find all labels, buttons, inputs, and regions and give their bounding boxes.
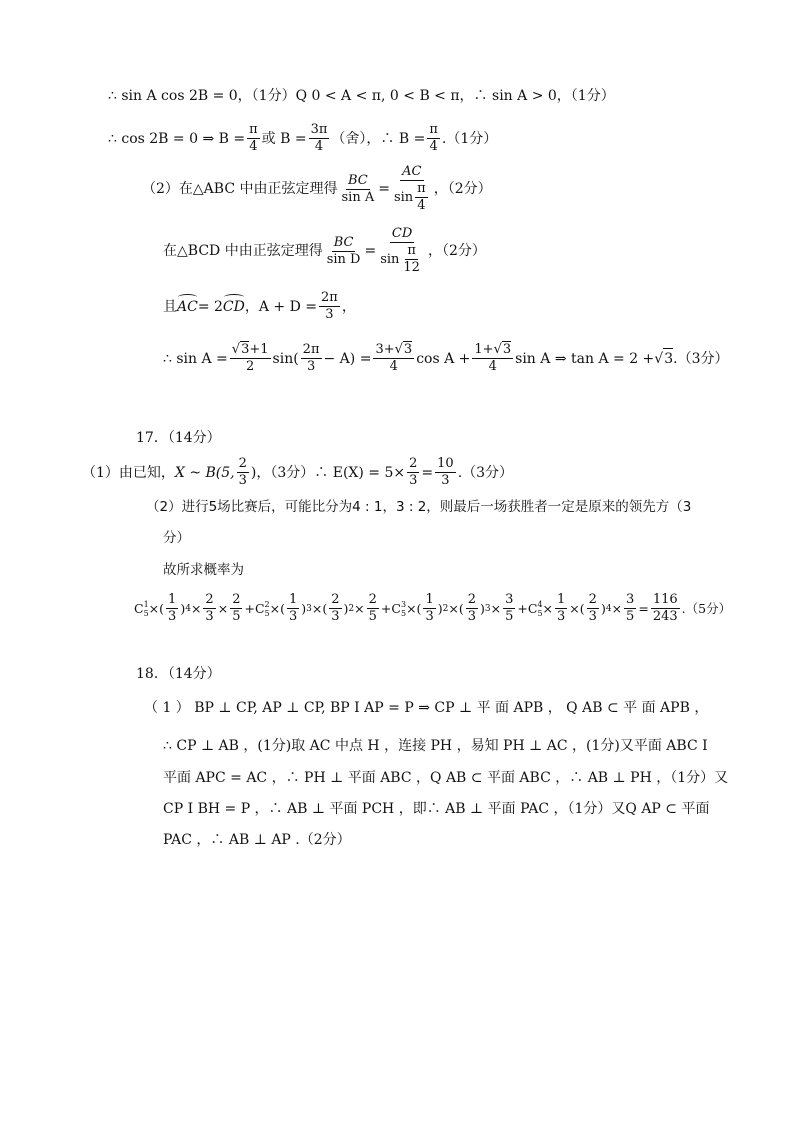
fraction <box>230 342 271 375</box>
text-segment: 且 <box>163 298 177 315</box>
numerator: 2 <box>368 592 377 607</box>
question-17-heading <box>136 428 221 448</box>
comb-c4 <box>528 599 543 619</box>
op: × <box>490 600 502 616</box>
denominator: 3 <box>467 609 476 624</box>
fraction <box>166 592 178 625</box>
op: ×( <box>269 600 285 616</box>
denominator: 5 <box>368 609 377 624</box>
text-segment: ，A + D = <box>244 298 318 315</box>
denominator: 3 <box>588 609 597 624</box>
numerator: 1 <box>288 592 298 607</box>
fraction <box>392 164 432 214</box>
denominator: 2 <box>246 359 255 374</box>
fraction <box>407 456 419 489</box>
solution-line-2 <box>108 122 497 155</box>
op: × <box>611 600 623 616</box>
numerator: BC <box>333 234 354 250</box>
denominator: 3 <box>331 609 340 624</box>
numerator: π <box>417 181 426 196</box>
op: ) <box>437 600 443 616</box>
exponent: 2 <box>348 603 355 614</box>
op: ×( <box>148 600 165 616</box>
fraction <box>319 290 340 323</box>
fraction <box>247 122 260 155</box>
text-segment: = <box>421 464 434 481</box>
numerator: 10 <box>437 456 454 471</box>
solution-line-15 <box>163 736 708 756</box>
op: + <box>380 600 392 616</box>
line-text: PAC ，∴ AB ⊥ AP .（2分） <box>163 832 351 848</box>
solution-line-3 <box>142 164 492 214</box>
text-segment: .（3分） <box>673 350 729 367</box>
comb-letter: C <box>254 600 265 616</box>
numerator: π <box>429 122 438 137</box>
fraction <box>555 592 567 625</box>
solution-line-10 <box>163 528 190 548</box>
numerator: π <box>249 122 258 137</box>
numerator: 1 <box>425 592 434 607</box>
fraction <box>329 592 341 625</box>
numerator: 1+√3 <box>474 342 512 357</box>
denominator: 3 <box>288 609 298 624</box>
fraction <box>340 173 377 206</box>
fraction <box>203 592 215 625</box>
text-segment: （2）在△ABC 中由正弦定理得 <box>142 181 338 197</box>
line-text: ∴ sin A cos 2B = 0，（1分）Q 0 < A < π, 0 < B < π，∴ sin A > 0，（1分） <box>108 88 615 104</box>
solution-line-1 <box>108 86 615 106</box>
denominator: 3 <box>325 307 334 322</box>
fraction <box>367 592 379 625</box>
line-text: （2）进行5场比赛后，可能比分为4 : 1，3 : 2，则最后一场获胜者一定是原来的领先方（3 <box>146 499 692 515</box>
denominator: 3 <box>306 359 316 374</box>
fraction <box>466 592 478 625</box>
line-text: （ 1 ） BP ⊥ CP, AP ⊥ CP, BP I AP = P ⇒ CP ⊥ 平 面 APB ， Q AB ⊂ 平 面 APB ， <box>144 700 709 716</box>
fraction <box>325 235 363 268</box>
line-text: 平面 APC = AC ，∴ PH ⊥ 平面 ABC ，Q AB ⊂ 平面 ABC ，∴ AB ⊥ PH ，（1分）又 <box>163 770 729 786</box>
text-segment: )，（3分）∴ E(X) = 5× <box>250 464 406 481</box>
denominator: 3 <box>168 609 177 624</box>
denominator: 4 <box>488 359 497 374</box>
inner-fraction <box>415 181 428 214</box>
comb-sup: 4 <box>537 600 543 609</box>
sqrt-symbol: √ <box>654 350 664 367</box>
denominator: 3 <box>238 473 247 488</box>
text-segment: （1）由已知， <box>82 464 175 481</box>
text-segment: sin( <box>272 350 299 367</box>
op: × <box>354 600 365 616</box>
numerator: 3 <box>626 592 635 607</box>
denominator: 3 <box>425 609 434 624</box>
denominator: sin D <box>326 251 361 267</box>
numerator: 3 <box>505 592 514 607</box>
numerator: 1 <box>168 592 177 607</box>
inner-fraction <box>401 243 422 276</box>
numerator-tail: +1 <box>249 342 269 357</box>
text-segment: ，（2分） <box>427 243 486 259</box>
numerator: 2π <box>302 342 320 357</box>
numerator: CD <box>391 226 413 241</box>
text-segment: ∴ cos 2B = 0 ⇒ B = <box>108 130 246 147</box>
denominator: 5 <box>505 609 514 624</box>
denominator <box>378 243 426 276</box>
numerator: AC <box>402 164 422 179</box>
fraction <box>423 592 435 625</box>
sqrt-radicand: 3 <box>502 342 512 357</box>
fraction <box>472 342 513 375</box>
text-segment: .（1分） <box>441 130 498 147</box>
text-segment: .（3分） <box>457 464 514 481</box>
numerator: 2 <box>232 592 241 607</box>
solution-line-16 <box>163 768 728 788</box>
op: ) <box>301 600 307 616</box>
solution-line-18 <box>163 830 351 850</box>
fraction <box>651 592 680 625</box>
solution-line-4 <box>163 226 486 276</box>
fraction <box>435 456 456 489</box>
denominator: 3 <box>409 473 418 488</box>
sin-label: sin <box>380 251 400 267</box>
denominator: 3 <box>205 609 214 624</box>
fraction <box>230 592 242 625</box>
numerator-head: 1+ <box>474 342 494 357</box>
fraction <box>378 226 426 276</box>
solution-line-17 <box>163 799 709 819</box>
text-segment: cos A + <box>416 350 471 367</box>
heading-text: 17．（14分） <box>136 430 221 446</box>
fraction <box>587 592 599 625</box>
denominator: 4 <box>389 359 398 374</box>
denominator <box>392 181 432 214</box>
op: + <box>517 600 528 616</box>
op: ) <box>343 600 349 616</box>
comb-c1 <box>134 599 149 619</box>
equals-sign: = <box>378 181 390 197</box>
comb-c2 <box>255 599 270 619</box>
exponent: 4 <box>185 603 191 614</box>
equals-sign: = <box>364 243 377 259</box>
comb-sub: 5 <box>400 609 407 618</box>
op: × <box>217 600 229 616</box>
denominator: 4 <box>417 198 426 213</box>
denominator: 3 <box>557 609 566 624</box>
sqrt-radicand: 3 <box>241 342 250 357</box>
op: ×( <box>406 600 422 616</box>
denominator: sin A <box>341 189 375 205</box>
numerator: 2 <box>467 592 476 607</box>
op: ×( <box>569 600 585 616</box>
exponent: 3 <box>306 603 312 614</box>
op: ) <box>180 600 186 616</box>
text-segment: .（5分） <box>681 600 732 616</box>
comb-sup: 3 <box>400 600 407 609</box>
fraction <box>301 342 322 375</box>
arc-cd: CD <box>222 298 245 315</box>
numerator-head: 3+ <box>375 342 395 357</box>
denominator: 5 <box>232 609 241 624</box>
exponent: 3 <box>484 603 491 614</box>
comb-sub: 5 <box>537 609 543 618</box>
sqrt-radicand: 3 <box>403 342 413 357</box>
op: ×( <box>311 600 328 616</box>
text-segment: 或 B = <box>261 130 307 147</box>
comb-letter: C <box>527 600 538 616</box>
solution-line-14 <box>144 698 708 718</box>
denominator: 5 <box>626 609 635 624</box>
text-segment: （舍），∴ B = <box>331 130 426 147</box>
solution-line-6 <box>163 342 728 375</box>
line-text: 故所求概率为 <box>163 562 244 578</box>
comb-sup: 1 <box>143 600 149 609</box>
comb-sub: 5 <box>143 609 149 618</box>
denominator: 4 <box>429 139 438 154</box>
arc-ac: AC <box>177 298 198 315</box>
text-segment: X ~ B(5, <box>174 464 235 481</box>
sqrt-radicand: 3 <box>663 348 673 369</box>
numerator: 3π <box>310 122 328 137</box>
numerator: 2 <box>588 592 597 607</box>
op: ) <box>600 600 606 616</box>
comb-letter: C <box>134 600 144 616</box>
line-text: CP I BH = P ，∴ AB ⊥ 平面 PCH ，即∴ AB ⊥ 平面 PAC ，（1分）又Q AP ⊂ 平面 <box>163 801 710 817</box>
numerator: 2 <box>238 456 247 471</box>
exponent: 4 <box>605 603 612 614</box>
fraction <box>287 592 299 625</box>
fraction <box>624 592 636 625</box>
exponent: 2 <box>442 603 449 614</box>
solution-line-8 <box>82 456 513 489</box>
fraction <box>237 456 249 489</box>
op: × <box>542 600 554 616</box>
numerator: π <box>407 243 416 258</box>
numerator: 1 <box>557 592 566 607</box>
numerator: 2 <box>331 592 340 607</box>
comb-c3 <box>391 599 406 619</box>
numerator: 2 <box>409 456 418 471</box>
fraction <box>503 592 515 625</box>
comb-sub: 5 <box>264 609 270 618</box>
text-segment: ∴ sin A = <box>163 350 228 367</box>
line-text: ∴ CP ⊥ AB ，(1分)取 AC 中点 H ，连接 PH ，易知 PH ⊥ AC ，(1分)又平面 ABC I <box>163 738 708 754</box>
op: = <box>638 600 649 616</box>
text-segment: − A) = <box>323 350 372 367</box>
denominator: 4 <box>314 139 324 154</box>
op: ×( <box>448 600 464 616</box>
denominator: 3 <box>441 473 450 488</box>
probability-expression <box>134 592 731 625</box>
text-segment: ，（2分） <box>433 181 492 197</box>
sin-label: sin <box>393 189 414 205</box>
op: + <box>244 600 255 616</box>
heading-text: 18．（14分） <box>136 666 221 682</box>
text-segment: = 2 <box>197 298 223 315</box>
solution-line-5 <box>163 290 356 323</box>
denominator: 12 <box>403 260 420 275</box>
fraction <box>373 342 414 375</box>
question-18-heading <box>136 664 221 684</box>
text-segment: 在△BCD 中由正弦定理得 <box>163 243 323 259</box>
denominator: 243 <box>652 609 678 624</box>
numerator: 2 <box>205 592 214 607</box>
numerator: √3+1 <box>231 342 269 357</box>
fraction <box>309 122 330 155</box>
op: ) <box>479 600 485 616</box>
solution-line-9 <box>146 497 691 517</box>
numerator: BC <box>347 172 368 188</box>
comb-sup: 2 <box>264 600 270 609</box>
text-segment: ， <box>341 298 356 315</box>
numerator: 3+√3 <box>375 342 413 357</box>
solution-line-11 <box>163 560 244 580</box>
comb-letter: C <box>391 600 401 616</box>
text-segment: sin A ⇒ tan A = 2 + <box>515 350 655 367</box>
denominator: 4 <box>249 139 258 154</box>
fraction <box>427 122 440 155</box>
line-text: 分） <box>163 530 190 546</box>
op: × <box>190 600 202 616</box>
numerator: 116 <box>652 592 678 607</box>
numerator: 2π <box>321 290 338 305</box>
